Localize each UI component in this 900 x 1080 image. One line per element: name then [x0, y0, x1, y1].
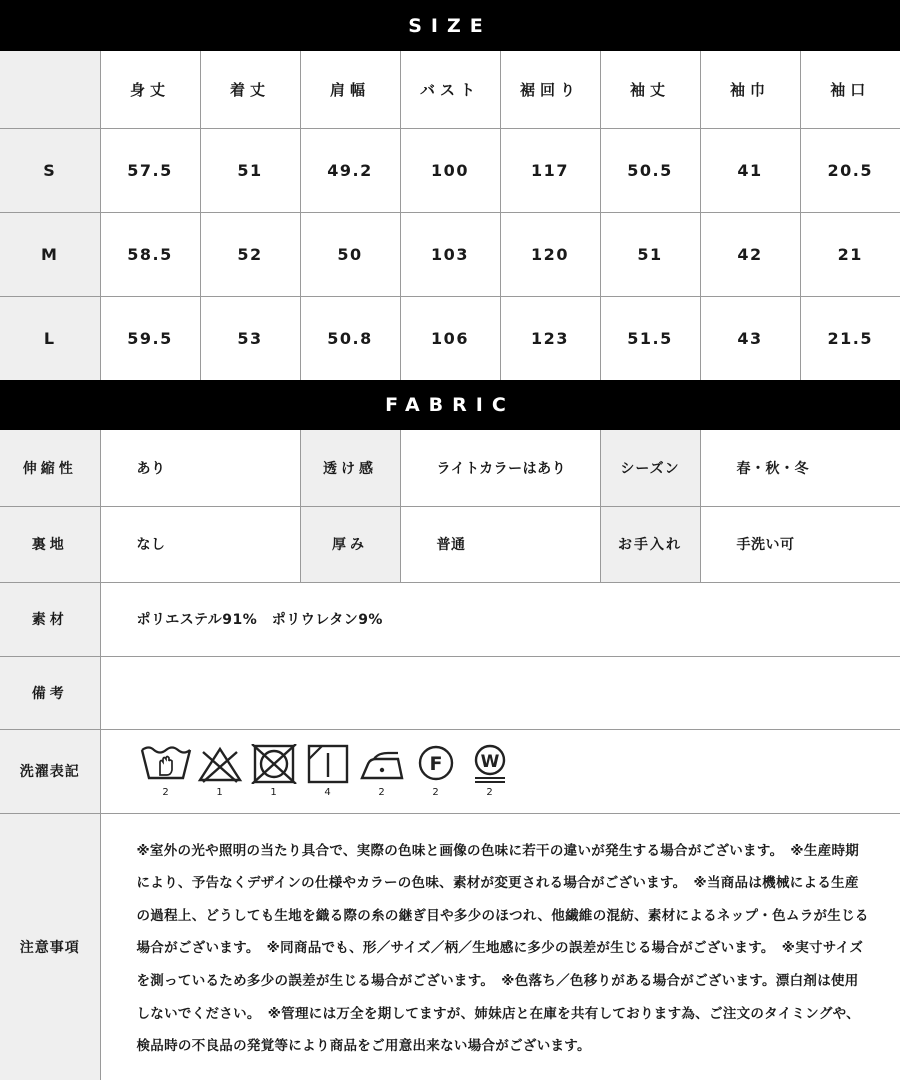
wash-symbol-number: 4: [324, 787, 331, 798]
size-label-cell: L: [0, 296, 100, 380]
size-value-cell: 21.5: [827, 328, 873, 348]
size-header-cell: 袖巾: [700, 51, 800, 128]
size-value-cell: 117: [500, 128, 600, 212]
size-row-l: [0, 296, 900, 380]
wash-symbol: [355, 744, 409, 798]
size-header-cell: 袖口: [800, 51, 900, 128]
size-section-banner: [0, 0, 900, 51]
size-header-cell: 着丈: [200, 51, 300, 128]
fabric-row-wash: [0, 729, 900, 813]
iron-low-icon: [358, 744, 406, 784]
size-row-m: [0, 212, 900, 296]
size-value-cell: 21: [800, 212, 900, 296]
size-header-row: [0, 51, 900, 128]
size-value-cell: 20.5: [800, 128, 900, 212]
care-label: お手入れ: [600, 506, 700, 582]
wash-symbol-number: 1: [270, 787, 277, 798]
material-label: 素材: [0, 582, 100, 656]
size-value-cell: 49.2: [300, 128, 400, 212]
size-label-cell: M: [0, 212, 100, 296]
size-header-cell: 身丈: [100, 51, 200, 128]
wash-symbol-number: 2: [162, 787, 169, 798]
size-value-cell: 41: [700, 128, 800, 212]
wet-clean-w-icon: [467, 744, 513, 784]
lining-value: なし: [100, 506, 300, 582]
size-value-cell: 50.8: [300, 296, 400, 380]
wash-symbol: [301, 744, 355, 798]
size-value-cell: 51: [600, 212, 700, 296]
size-label-cell: S: [0, 128, 100, 212]
wash-symbol: [247, 744, 301, 798]
size-title: SIZE: [408, 14, 492, 37]
stretch-value: あり: [100, 430, 300, 506]
size-table: [0, 51, 900, 380]
size-value-cell: 51: [200, 128, 300, 212]
size-value-cell: 50: [300, 212, 400, 296]
wash-symbol-number: 1: [216, 787, 223, 798]
fabric-row-stretch: [0, 430, 900, 506]
wash-symbol-number: 2: [432, 787, 439, 798]
care-value: 手洗い可: [700, 506, 900, 582]
size-value-cell: 51.5: [600, 296, 700, 380]
notes-cell: [100, 813, 900, 1080]
size-corner-cell: [0, 51, 100, 128]
dry-clean-f-icon: [413, 744, 459, 784]
size-header-cell: 袖丈: [600, 51, 700, 128]
size-value-cell: 103: [400, 212, 500, 296]
size-value-cell: 57.5: [100, 128, 200, 212]
size-header-cell: バスト: [400, 51, 500, 128]
fabric-title: FABRIC: [385, 394, 515, 416]
fabric-section-banner: [0, 380, 900, 430]
wash-symbol: [193, 744, 247, 798]
size-value-cell: 50.5: [600, 128, 700, 212]
fabric-row-lining: [0, 506, 900, 582]
thickness-label: 厚み: [300, 506, 400, 582]
wet-clean-letter: W: [480, 752, 499, 772]
notes-label: 注意事項: [0, 813, 100, 1080]
season-label: シーズン: [600, 430, 700, 506]
size-row-s: [0, 128, 900, 212]
wash-symbol: [463, 744, 517, 798]
stretch-label: 伸縮性: [0, 430, 100, 506]
fabric-table: [0, 430, 900, 1080]
remarks-label: 備考: [0, 656, 100, 729]
no-bleach-icon: [197, 744, 243, 784]
sheer-value: ライトカラーはあり: [400, 430, 600, 506]
fabric-row-material: [0, 582, 900, 656]
size-value-cell: 106: [400, 296, 500, 380]
wash-symbol-number: 2: [486, 787, 493, 798]
size-value-cell: 100: [400, 128, 500, 212]
wash-label: 洗濯表記: [0, 729, 100, 813]
wash-symbols: [101, 744, 900, 798]
notes-text: ※室外の光や照明の当たり具合で、実際の色味と画像の色味に若干の違いが発生する場合がございます。 ※生産時期により、予告なくデザインの仕様やカラーの色味、素材が変更される場合がございます。 ※当商品は機械による生産の過程上、どうしても生地を織る際の糸の継ぎ目や多少のほつれ、他繊維の混紡、素材によるネップ・色ムラが生じる場合がございます。 ※同商品でも、形／サイズ／柄／生地感に多少の誤差が生じる場合がございます。 ※実寸サイズを測っているため多少の誤差が生じる場合がございます。 ※色落ち／色移りがある場合がございます。漂白剤は使用しないでください。 ※管理には万全を期してますが、姉妹店と在庫を共有しております為、ご注文のタイミングや、検品時の不良品の発覚等により商品をご用意出来ない場合がございます。: [136, 842, 869, 1055]
size-value-cell: 42: [700, 212, 800, 296]
fabric-row-remarks: [0, 656, 900, 729]
season-value: 春・秋・冬: [700, 430, 900, 506]
wash-symbol: [409, 744, 463, 798]
size-value-cell: 43: [700, 296, 800, 380]
thickness-value: 普通: [400, 506, 600, 582]
size-value-cell: 53: [200, 296, 300, 380]
remarks-value: [100, 656, 900, 729]
wash-symbol: [139, 744, 193, 798]
size-value-cell: 59.5: [100, 296, 200, 380]
no-tumble-dry-icon: [249, 744, 299, 784]
wash-symbols-cell: [100, 729, 900, 813]
dry-clean-letter: F: [429, 753, 442, 775]
hand-wash-icon: [140, 744, 192, 784]
size-header-cell: 裾回り: [500, 51, 600, 128]
size-header-cell: 肩幅: [300, 51, 400, 128]
size-value-cell: 52: [200, 212, 300, 296]
line-dry-shade-icon: [305, 744, 351, 784]
sheer-label: 透け感: [300, 430, 400, 506]
lining-label: 裏地: [0, 506, 100, 582]
wash-symbol-number: 2: [378, 787, 385, 798]
fabric-row-notes: [0, 813, 900, 1080]
size-value-cell: 120: [500, 212, 600, 296]
size-value-cell: 123: [500, 296, 600, 380]
size-value-cell: 58.5: [100, 212, 200, 296]
material-value: ポリエステル91% ポリウレタン9%: [100, 582, 900, 656]
